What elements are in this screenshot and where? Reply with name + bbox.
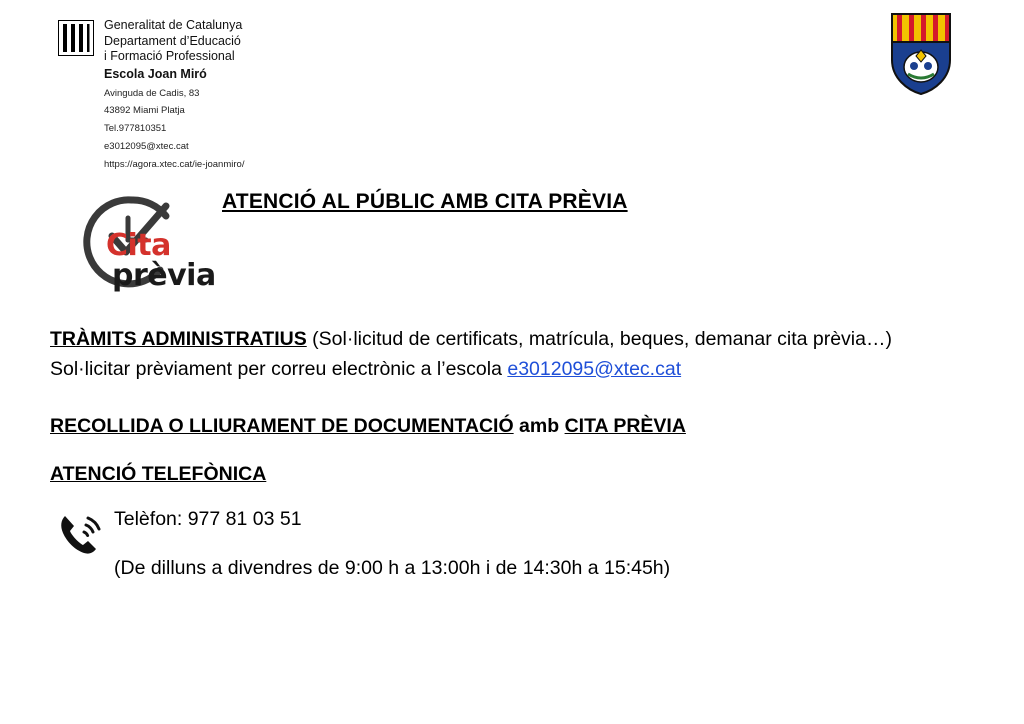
administrative-text: (Sol·licitud de certificats, matrícula, beques, demanar cita prèvia…) Sol·licitar prèviament per correu electrònic a l’escola <box>50 328 892 380</box>
letterhead-website: https://agora.xtec.cat/ie-joanmiro/ <box>104 158 245 170</box>
cita-previa-logo <box>62 186 216 296</box>
telephone-number: Telèfon: 977 81 03 51 <box>114 508 302 530</box>
documentation-heading-secondary: CITA PRÈVIA <box>564 415 686 437</box>
letterhead-postal: 43892 Miami Platja <box>104 105 185 117</box>
telephone-heading: ATENCIÓ TELEFÒNICA <box>50 463 267 485</box>
letterhead-line-2: Departament d’Educació <box>104 33 241 48</box>
letterhead-address: Avinguda de Cadis, 83 <box>104 87 200 99</box>
generalitat-catalunya-logo-icon <box>58 20 94 56</box>
section-administrative <box>50 325 950 384</box>
letterhead-school-name: Escola Joan Miró <box>104 66 207 81</box>
documentation-middle: amb <box>513 415 565 437</box>
cita-logo-word-cita: Cita <box>106 228 171 263</box>
telephone-ringing-icon <box>52 508 104 560</box>
section-telephone <box>50 460 950 490</box>
letterhead-line-1: Generalitat de Catalunya <box>104 18 243 32</box>
school-email-link[interactable]: e3012095@xtec.cat <box>507 357 682 380</box>
section-documentation <box>50 412 950 442</box>
letterhead <box>58 18 244 171</box>
telephone-hours: (De dilluns a divendres de 9:00 h a 13:00h i de 14:30h a 15:45h) <box>114 557 671 579</box>
cita-logo-word-previa: prèvia <box>112 258 216 293</box>
letterhead-email: e3012095@xtec.cat <box>104 140 189 152</box>
municipal-coat-of-arms-icon <box>890 12 952 96</box>
letterhead-phone: Tel.977810351 <box>104 123 167 135</box>
administrative-heading: TRÀMITS ADMINISTRATIUS <box>50 328 307 350</box>
page-title: ATENCIÓ AL PÚBLIC AMB CITA PRÈVIA <box>222 190 628 213</box>
documentation-heading: RECOLLIDA O LLIURAMENT DE DOCUMENTACIÓ <box>50 415 514 437</box>
letterhead-line-3: i Formació Professional <box>104 49 235 64</box>
